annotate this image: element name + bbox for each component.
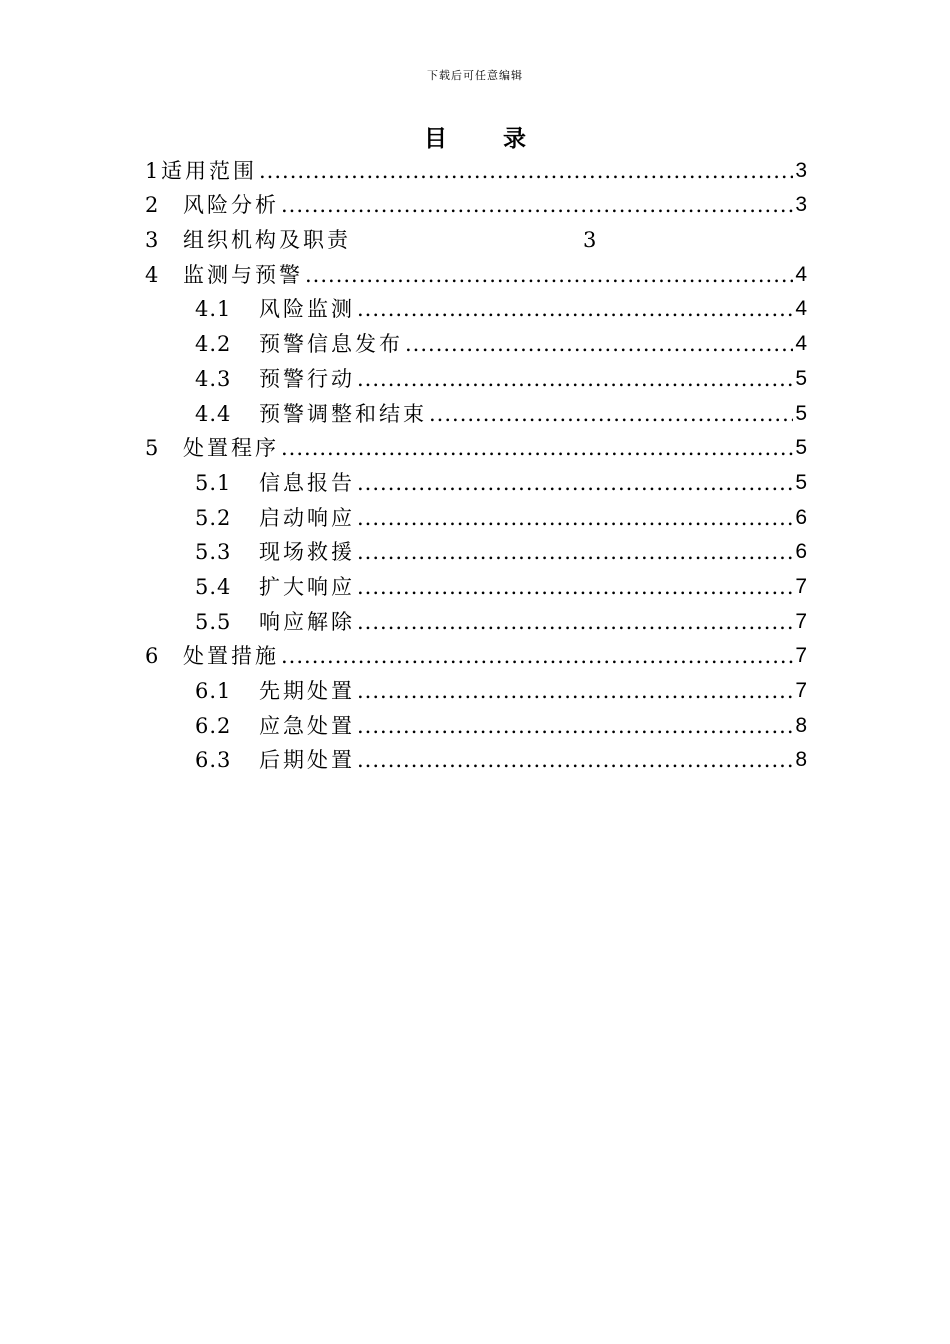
toc-entry-number: 4.1	[195, 297, 232, 322]
toc-entry-text: 信息报告	[259, 470, 355, 495]
toc-entry-text: 预警行动	[259, 366, 355, 391]
toc-entry-page: 7	[795, 644, 807, 668]
toc-entry-page: 6	[795, 505, 807, 529]
toc-entry-text: 监测与预警	[183, 262, 303, 287]
toc-leader-dots	[357, 746, 793, 774]
toc-entry-text: 风险监测	[259, 297, 355, 322]
toc-entry-4-2[interactable]	[145, 323, 807, 358]
toc-entry-page: 8	[795, 713, 807, 737]
header-note: 下载后可任意编辑	[427, 69, 523, 82]
toc-entry-5-4[interactable]	[145, 566, 807, 601]
toc-leader-dots	[357, 712, 793, 740]
toc-entry-page: 5	[795, 401, 807, 425]
toc-entry-number: 4	[145, 262, 159, 287]
toc-entry-number: 6.2	[195, 713, 232, 738]
toc-entry-page: 4	[795, 332, 807, 356]
toc-entry-page: 5	[795, 436, 807, 460]
toc-entry-page: 7	[795, 574, 807, 598]
toc-entry-number: 5.4	[195, 574, 232, 599]
toc-leader-dots	[357, 504, 793, 532]
toc-entry-number: 5	[145, 436, 159, 461]
toc-entry-page: 5	[795, 366, 807, 390]
toc-entry-page: 4	[795, 262, 807, 286]
toc-leader-dots	[281, 434, 793, 462]
toc-entry-text: 扩大响应	[259, 574, 355, 599]
toc-entry-number: 6	[145, 644, 159, 669]
toc-entry-number: 5.3	[195, 540, 232, 565]
toc-entry-number: 1	[145, 158, 159, 183]
toc-entry-4-4[interactable]	[145, 393, 807, 428]
toc-entry-4-3[interactable]	[145, 358, 807, 393]
toc-entry-text: 先期处置	[259, 679, 355, 703]
toc-entry-number: 2	[145, 193, 159, 218]
toc-entry-text: 处置程序	[183, 436, 279, 461]
toc-entry-5-1[interactable]	[145, 462, 807, 497]
toc-leader-dots	[357, 469, 793, 497]
toc-entry-text: 响应解除	[259, 609, 355, 634]
toc-entry-text: 处置措施	[183, 644, 279, 669]
toc-entry-4[interactable]	[145, 254, 807, 289]
toc-entry-page: 3	[583, 228, 597, 253]
toc-leader-dots	[429, 400, 793, 428]
toc-entry-6-2[interactable]	[145, 705, 807, 740]
toc-entry-page: 6	[795, 540, 807, 564]
toc-leader-dots	[357, 573, 793, 601]
table-of-contents	[145, 150, 807, 774]
toc-entry-5-3[interactable]	[145, 532, 807, 567]
toc-leader-dots	[357, 295, 793, 323]
toc-entry-page: 3	[795, 193, 807, 217]
toc-entry-page: 4	[795, 297, 807, 321]
toc-entry-page: 8	[795, 748, 807, 772]
toc-leader-dots	[259, 157, 793, 185]
toc-leader-dots	[357, 677, 793, 705]
toc-entry-text: 启动响应	[259, 505, 355, 530]
toc-entry-6-3[interactable]	[145, 740, 807, 775]
toc-entry-6-1[interactable]	[145, 670, 807, 705]
toc-leader-dots	[357, 365, 793, 393]
toc-entry-number: 5.2	[195, 505, 232, 530]
toc-title: 目 录	[423, 125, 550, 152]
toc-entry-5-2[interactable]	[145, 497, 807, 532]
toc-entry-number: 4.2	[195, 332, 232, 357]
toc-entry-page: 3	[795, 158, 807, 182]
toc-entry-4-1[interactable]	[145, 289, 807, 324]
toc-leader-dots	[357, 608, 793, 636]
toc-entry-number: 6.1	[195, 679, 232, 703]
toc-entry-3[interactable]	[145, 219, 807, 254]
toc-entry-text: 现场救援	[259, 540, 355, 565]
toc-leader-dots	[281, 642, 793, 670]
toc-entry-text: 组织机构及职责	[183, 228, 351, 253]
toc-entry-text: 预警调整和结束	[259, 401, 427, 426]
toc-entry-text: 预警信息发布	[259, 332, 403, 357]
toc-entry-page: 5	[795, 470, 807, 494]
toc-entry-text: 应急处置	[259, 713, 355, 738]
toc-leader-dots	[357, 538, 793, 566]
toc-entry-number: 6.3	[195, 748, 232, 773]
toc-leader-dots	[305, 261, 793, 289]
toc-entry-6[interactable]	[145, 636, 807, 671]
toc-entry-page: 7	[795, 679, 807, 702]
toc-entry-5[interactable]	[145, 428, 807, 463]
toc-entry-text: 风险分析	[183, 193, 279, 218]
toc-entry-page: 7	[795, 609, 807, 633]
toc-entry-2[interactable]	[145, 185, 807, 220]
toc-leader-dots	[405, 330, 793, 358]
toc-leader-dots	[281, 191, 793, 219]
toc-entry-number: 3	[145, 228, 159, 253]
toc-entry-number: 5.1	[195, 470, 232, 495]
toc-entry-number: 4.3	[195, 366, 232, 391]
toc-entry-5-5[interactable]	[145, 601, 807, 636]
toc-entry-text: 适用范围	[161, 158, 257, 183]
toc-entry-text: 后期处置	[259, 748, 355, 773]
toc-entry-number: 4.4	[195, 401, 232, 426]
toc-entry-1[interactable]	[145, 150, 807, 185]
toc-entry-number: 5.5	[195, 609, 232, 634]
